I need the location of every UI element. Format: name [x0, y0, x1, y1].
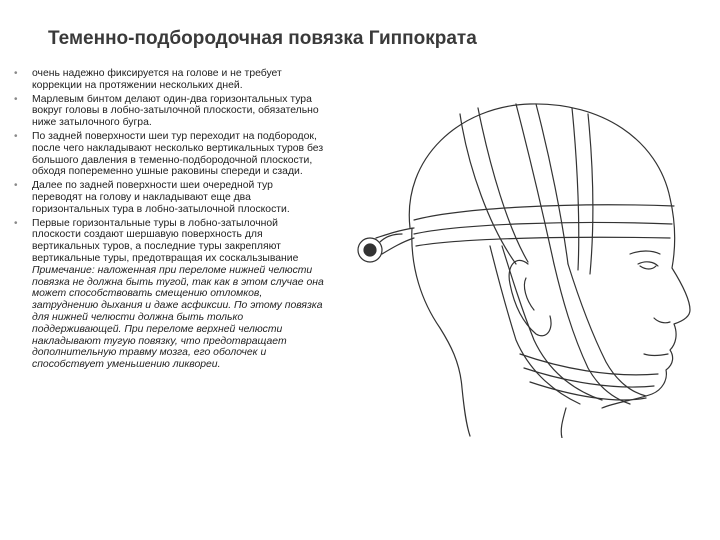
head-bandage-illustration — [340, 78, 710, 438]
bullet-list — [14, 68, 326, 373]
bullet-text: По задней поверхности шеи тур переходит на подбородок, после чего накладывают несколько вертикальных туров без большого давления в теменно-подбородочной плоскости, обходя попеременно ушные раковины спереди и сзади. — [32, 130, 324, 178]
bullet-item — [14, 94, 326, 129]
top-band — [0, 0, 720, 18]
bullet-dot: • — [14, 217, 18, 229]
note-text: Примечание: наложенная при переломе нижней челюсти повязка не должна быть тугой, так как в этом случае она может способствовать смещению отломков, затруднению дыхания и даже асфиксии. По этому повязка для нижней челюсти должна быть только поддерживающей. При переломе верхней челюсти накладывают тугую повязку, что предотвращает дополнительную травму мозга, его оболочек и способствует уменьшению ликвореи. — [32, 264, 324, 371]
bullet-dot: • — [14, 93, 18, 105]
bullet-item — [14, 131, 326, 178]
bullet-dot: • — [14, 130, 18, 142]
bullet-item — [14, 180, 326, 215]
bullet-text: Первые горизонтальные туры в лобно-затылочной плоскости создают шершавую поверхность для вертикальных туров, а последние туры закрепляют вертикальные туры, предотвращая их соскальзывание — [32, 217, 299, 264]
bullet-text: Далее по задней поверхности шеи очередной тур переводят на голову и накладывают еще два горизонтальных тура в лобно-затылочной плоскости. — [32, 180, 290, 215]
bullet-dot: • — [14, 180, 18, 192]
bullet-dot: • — [14, 68, 18, 79]
bullet-text: Марлевым бинтом делают один-два горизонтальных тура вокруг головы в лобно-затылочной плоскости, обязательно ниже затылочного бугра. — [32, 93, 319, 129]
bullet-item — [14, 218, 326, 371]
bullet-item — [14, 68, 326, 92]
slide-title: Теменно-подбородочная повязка Гиппократа — [48, 28, 477, 49]
bullet-text: очень надежно фиксируется на голове и не требует коррекции на протяжении нескольких дней. — [32, 68, 282, 91]
